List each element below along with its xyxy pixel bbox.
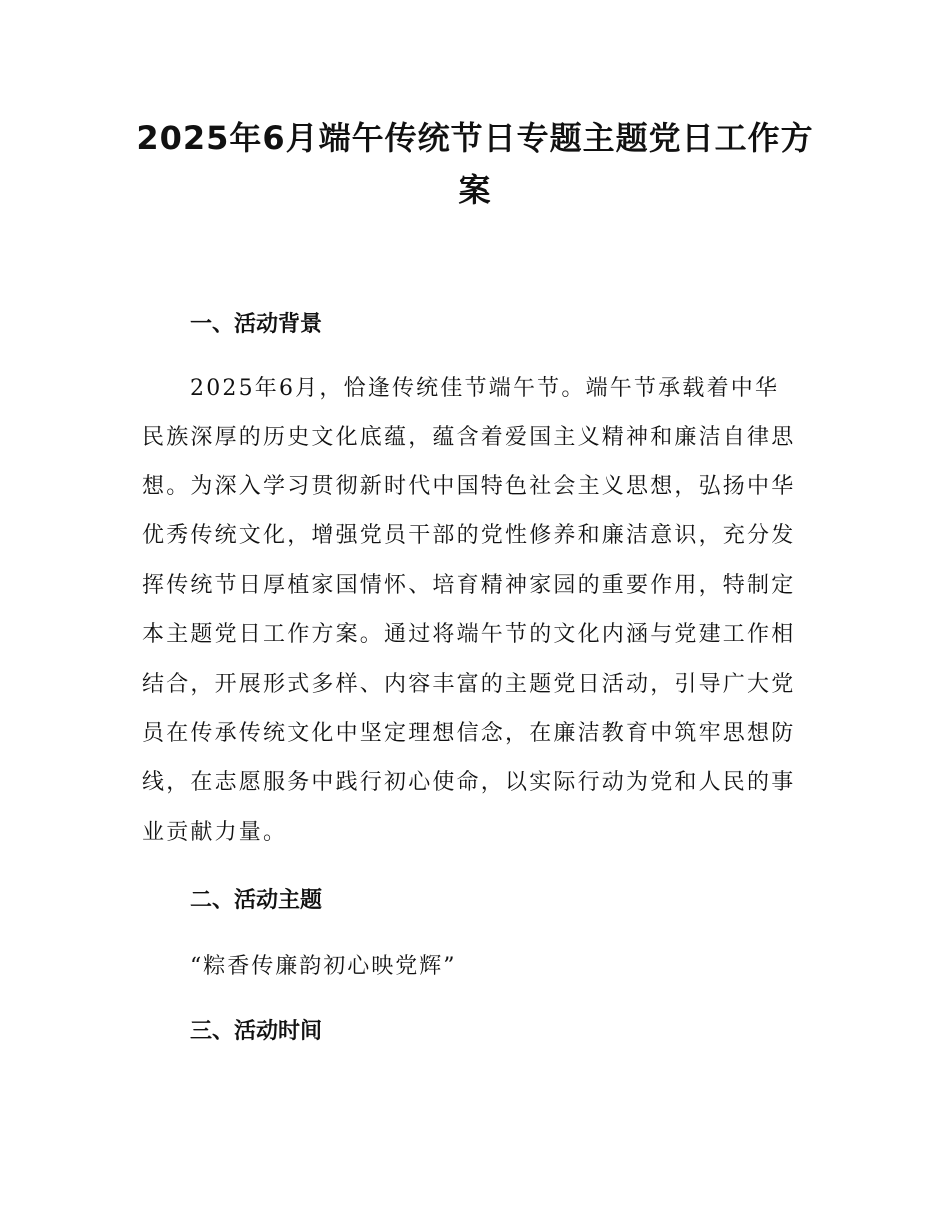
section-heading-background: 一、活动背景 (190, 312, 323, 337)
paragraph-line: 线，在志愿服务中践行初心使命，以实际行动为党和人民的事 (142, 770, 796, 795)
section-heading-theme: 二、活动主题 (190, 888, 323, 913)
section-heading-time: 三、活动时间 (190, 1019, 323, 1044)
document-title: 2025年6月端午传统节日专题主题党日工作方案 (136, 119, 814, 209)
paragraph-line: 优秀传统文化，增强党员干部的党性修养和廉洁意识，充分发 (142, 523, 796, 548)
paragraph-line: 结合，开展形式多样、内容丰富的主题党日活动，引导广大党 (142, 672, 796, 697)
paragraph-line: 业贡献力量。 (142, 820, 288, 845)
paragraph-line: 2025年6月，恰逢传统佳节端午节。端午节承载着中华 (190, 376, 780, 401)
paragraph-line: 想。为深入学习贯彻新时代中国特色社会主义思想，弘扬中华 (142, 474, 796, 499)
paragraph-line: 员在传承传统文化中坚定理想信念，在廉洁教育中筑牢思想防 (142, 721, 796, 746)
paragraph-line: 本主题党日工作方案。通过将端午节的文化内涵与党建工作相 (142, 622, 796, 647)
paragraph-line: 民族深厚的历史文化底蕴，蕴含着爱国主义精神和廉洁自律思 (142, 425, 796, 450)
theme-slogan: “粽香传廉韵初心映党辉” (190, 954, 457, 979)
paragraph-line: 挥传统节日厚植家国情怀、培育精神家园的重要作用，特制定 (142, 573, 796, 598)
